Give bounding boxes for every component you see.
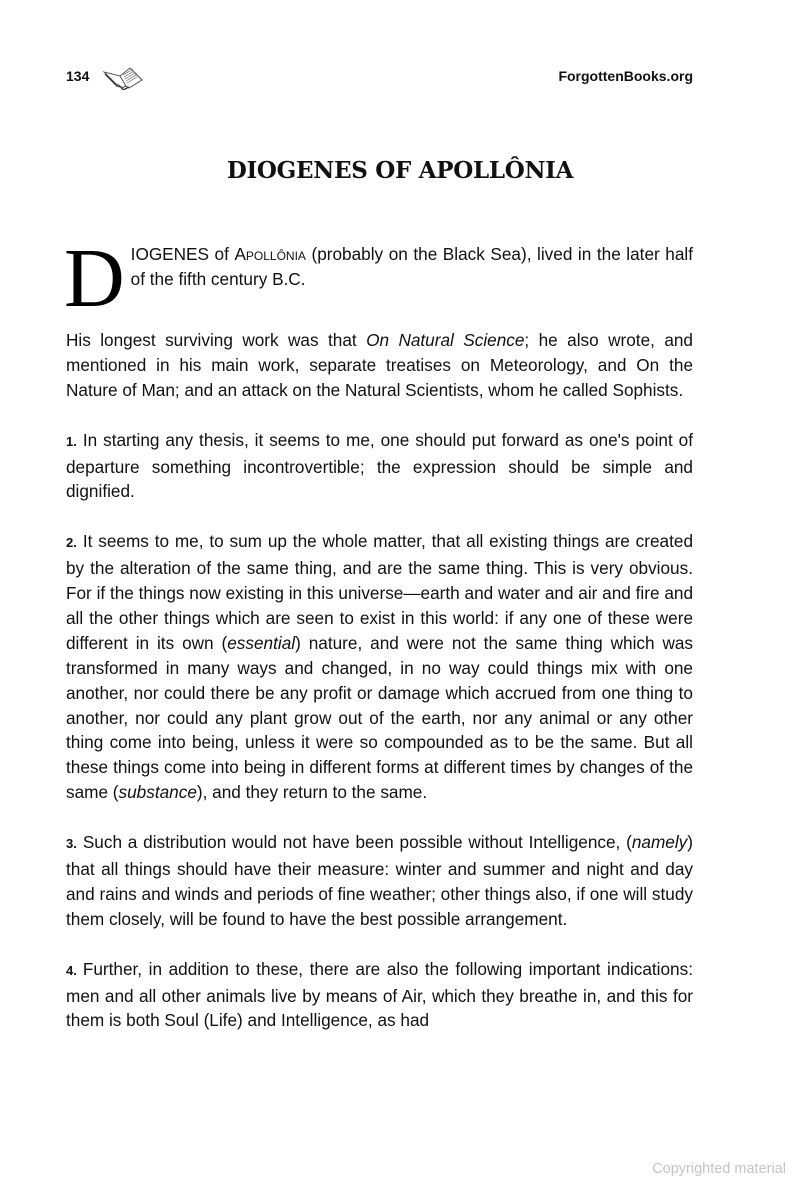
fragment-text: Further, in addition to these, there are also the following important indications: men and all other animals live by means of Air, which they breathe in, and this for them is both Soul (Life) and Intelligence, as had <box>66 958 693 1031</box>
page-header <box>66 66 693 90</box>
chapter-title: DIOGENES OF APOLLÔNIA <box>226 157 574 184</box>
intro-paragraph <box>64 232 694 325</box>
fragment-text: ), and they return to the same. <box>196 782 428 803</box>
fragment-text: ) nature, and were not the same thing which was transformed in many ways and changed, in no way could things mix with one another, nor could there be any profit or damage which accrued from one thing to another, nor could any plant grow out of the earth, nor any animal or any other thing come into being, unless it were so compounded as to be the same. But all these things come into being in different forms at different times by changes of the same ( <box>66 632 694 803</box>
intro-place: Apollônia <box>234 244 306 264</box>
page-number: 134 <box>66 68 90 84</box>
works-text-after: ; he also wrote, and mentioned in his main work, separate treatises on Meteorology, and On the Nature of Man; and an attack on the Natural Scientists, whom he called Sophists. <box>66 330 693 400</box>
drop-cap: D <box>64 232 125 325</box>
works-title: On Natural Science <box>366 330 525 350</box>
fragment-number: 1. <box>66 433 77 449</box>
fragment-number: 3. <box>66 836 77 852</box>
fragment-text: ) that all things should have their measure: winter and summer and night and day and rains and winds and periods of fine weather; other things also, if one will study them closely, will be found to have the best possible arrangement. <box>66 832 693 929</box>
works-text-before: His longest surviving work was that <box>66 330 367 350</box>
fragment-4 <box>66 957 693 1034</box>
fragment-text: Such a distribution would not have been possible without Intelligence, ( <box>82 832 632 853</box>
works-paragraph <box>66 328 693 403</box>
intro-name: IOGENES of <box>130 244 235 264</box>
open-book-icon <box>102 66 144 90</box>
fragment-italic: substance <box>118 782 197 803</box>
fragment-italic: namely <box>631 832 688 853</box>
fragment-text: In starting any thesis, it seems to me, one should put forward as one's point of departure something incontrovertible; the expression should be simple and dignified. <box>66 429 693 502</box>
chapter-body <box>64 232 694 1058</box>
fragment-number: 2. <box>66 535 77 551</box>
site-name: ForgottenBooks.org <box>558 68 693 84</box>
fragment-2 <box>66 529 693 805</box>
copyright-watermark: Copyrighted material <box>652 1161 786 1177</box>
intro-text: (probably on the Black Sea), lived in the later half of the fifth century B.C. <box>130 244 694 289</box>
fragment-1 <box>66 428 693 505</box>
fragment-3 <box>66 830 693 932</box>
fragment-number: 4. <box>66 962 77 978</box>
fragment-text: It seems to me, to sum up the whole matter, that all existing things are created by the alteration of the same thing, and are the same thing. This is very obvious. For if the things now existing in this universe—earth and water and air and fire and all the other things which are seen to exist in this world: if any one of these were different in its own ( <box>66 531 693 653</box>
fragment-italic: essential <box>227 632 296 653</box>
